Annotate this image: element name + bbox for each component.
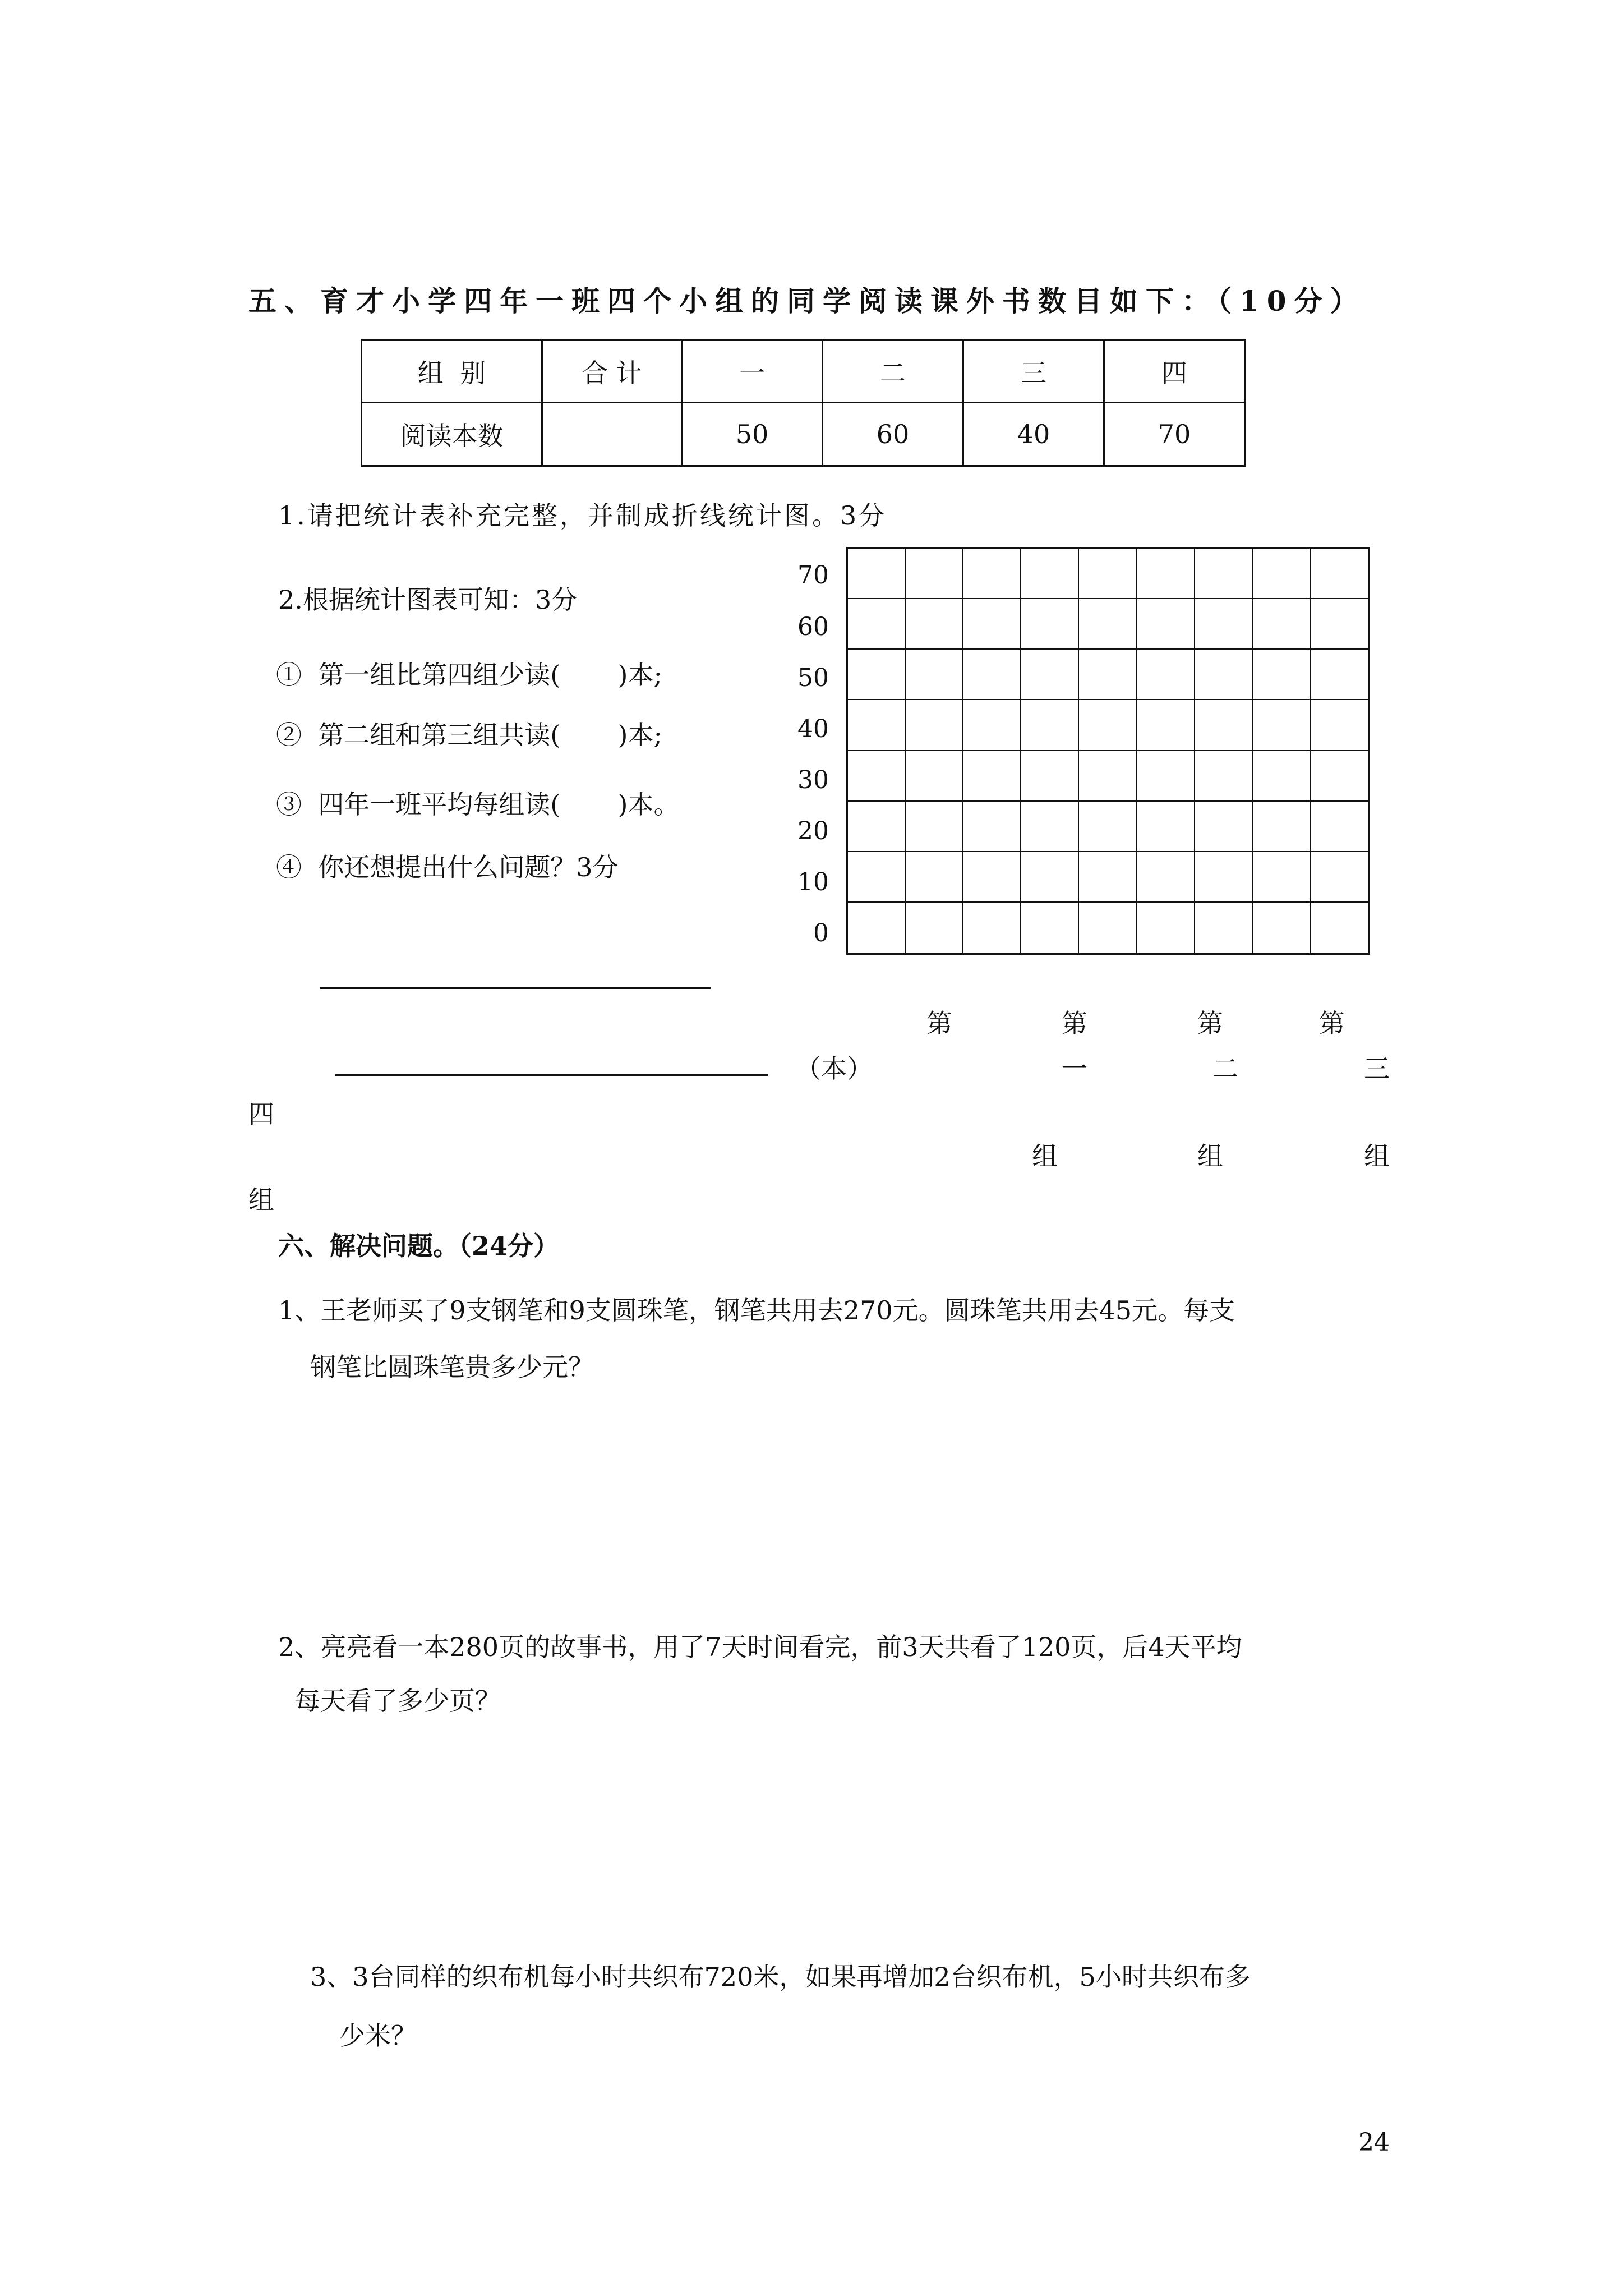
answer-line-2[interactable] <box>335 1074 768 1076</box>
grid-cell[interactable] <box>1311 700 1368 751</box>
header-cell-group-1: 一 <box>682 340 823 403</box>
grid-cell[interactable] <box>963 650 1021 700</box>
grid-cell[interactable] <box>963 700 1021 751</box>
grid-cell[interactable] <box>963 751 1021 802</box>
grid-cell[interactable] <box>1137 903 1195 953</box>
grid-cell[interactable] <box>906 700 963 751</box>
grid-cell[interactable] <box>1253 700 1311 751</box>
grid-cell[interactable] <box>1021 549 1079 599</box>
grid-cell[interactable] <box>1195 599 1253 650</box>
grid-cell[interactable] <box>1311 650 1368 700</box>
grid-cell[interactable] <box>1079 802 1137 852</box>
problem-3-line-1: 3、3台同样的织布机每小时共织布720米，如果再增加2台织布机，5小时共织布多 <box>310 1962 1251 1992</box>
x-label-4-char-3: 组 <box>248 1185 274 1215</box>
problem-3-line-2: 少米？ <box>339 2021 417 2051</box>
value-cell-group-4: 70 <box>1104 403 1245 466</box>
y-tick-0: 0 <box>813 919 829 947</box>
grid-cell[interactable] <box>1195 700 1253 751</box>
x-label-1-char-3: 组 <box>1032 1141 1058 1171</box>
sub-question-3: ③ 四年一班平均每组读( )本。 <box>276 789 680 820</box>
grid-cell[interactable] <box>1253 903 1311 953</box>
grid-cell[interactable] <box>906 802 963 852</box>
grid-cell[interactable] <box>1311 751 1368 802</box>
question-1: 1.请把统计表补充完整，并制成折线统计图。3分 <box>278 500 887 531</box>
grid-cell[interactable] <box>1021 599 1079 650</box>
x-label-3-char-2: 三 <box>1364 1053 1390 1084</box>
y-tick-30: 30 <box>797 766 829 794</box>
grid-cell[interactable] <box>906 650 963 700</box>
grid-cell[interactable] <box>963 549 1021 599</box>
grid-cell[interactable] <box>1021 852 1079 903</box>
header-cell-group-4: 四 <box>1104 340 1245 403</box>
grid-cell[interactable] <box>848 549 906 599</box>
x-label-4-char-2: 四 <box>248 1099 274 1129</box>
grid-cell[interactable] <box>1137 751 1195 802</box>
grid-cell[interactable] <box>1079 751 1137 802</box>
section5-title: 五、育才小学四年一班四个小组的同学阅读课外书数目如下：（10分） <box>248 284 1366 318</box>
grid-cell[interactable] <box>848 700 906 751</box>
y-tick-70: 70 <box>797 561 829 590</box>
x-label-1-char-2: 一 <box>1062 1053 1087 1084</box>
grid-cell[interactable] <box>906 751 963 802</box>
grid-cell[interactable] <box>1195 852 1253 903</box>
grid-cell[interactable] <box>1253 852 1311 903</box>
grid-cell[interactable] <box>906 852 963 903</box>
grid-cell[interactable] <box>1195 549 1253 599</box>
grid-cell[interactable] <box>963 599 1021 650</box>
x-label-2-char-2: 二 <box>1212 1053 1238 1084</box>
table-header-row <box>362 340 1245 403</box>
grid-cell[interactable] <box>1137 599 1195 650</box>
grid-cell[interactable] <box>1311 599 1368 650</box>
x-label-3-char-1: 第 <box>1197 1008 1223 1038</box>
grid-cell[interactable] <box>1137 549 1195 599</box>
problem-1-line-2: 钢笔比圆珠笔贵多少元？ <box>310 1352 594 1382</box>
grid-cell[interactable] <box>906 549 963 599</box>
y-tick-10: 10 <box>797 868 829 896</box>
y-tick-50: 50 <box>797 664 829 692</box>
grid-cell[interactable] <box>963 903 1021 953</box>
grid-cell[interactable] <box>1253 599 1311 650</box>
y-unit-label: （本） <box>795 1053 873 1084</box>
line-chart-grid[interactable] <box>846 547 1370 955</box>
grid-cell[interactable] <box>1253 650 1311 700</box>
problem-1-line-1: 1、王老师买了9支钢笔和9支圆珠笔，钢笔共用去270元。圆珠笔共用去45元。每支 <box>278 1295 1235 1326</box>
grid-cell[interactable] <box>848 802 906 852</box>
x-label-2-char-1: 第 <box>1062 1008 1087 1038</box>
grid-cell[interactable] <box>1311 549 1368 599</box>
reading-stats-table <box>361 339 1246 467</box>
grid-cell[interactable] <box>963 802 1021 852</box>
header-cell-group-2: 二 <box>823 340 963 403</box>
grid-cell[interactable] <box>1079 650 1137 700</box>
grid-cell[interactable] <box>1137 650 1195 700</box>
value-cell-group-3: 40 <box>963 403 1104 466</box>
grid-cell[interactable] <box>1137 852 1195 903</box>
grid-cell[interactable] <box>1137 802 1195 852</box>
grid-cell[interactable] <box>1311 903 1368 953</box>
grid-cell[interactable] <box>1079 852 1137 903</box>
grid-cell[interactable] <box>906 903 963 953</box>
grid-cell[interactable] <box>1021 802 1079 852</box>
header-cell-group-3: 三 <box>963 340 1104 403</box>
value-cell-group-2: 60 <box>823 403 963 466</box>
x-label-1-char-1: 第 <box>926 1008 952 1038</box>
x-label-2-char-3: 组 <box>1197 1141 1223 1171</box>
sub-question-2: ② 第二组和第三组共读( )本; <box>276 720 662 750</box>
grid-cell[interactable] <box>1079 599 1137 650</box>
grid-cell[interactable] <box>1253 549 1311 599</box>
header-cell-total: 合 计 <box>542 340 682 403</box>
grid-cell[interactable] <box>1253 802 1311 852</box>
grid-cell[interactable] <box>1021 700 1079 751</box>
grid-cell[interactable] <box>1195 903 1253 953</box>
grid-cell[interactable] <box>1021 650 1079 700</box>
sub-question-4: ④ 你还想提出什么问题？3分 <box>276 852 619 882</box>
grid-cell[interactable] <box>1311 852 1368 903</box>
grid-cell[interactable] <box>906 599 963 650</box>
y-tick-40: 40 <box>797 715 829 743</box>
header-cell-group: 组 别 <box>362 340 542 403</box>
value-cell-group-1: 50 <box>682 403 823 466</box>
grid-cell[interactable] <box>1195 650 1253 700</box>
grid-cell[interactable] <box>848 599 906 650</box>
grid-cell[interactable] <box>848 650 906 700</box>
grid-cell[interactable] <box>1195 751 1253 802</box>
grid-cell[interactable] <box>848 852 906 903</box>
grid-cell[interactable] <box>1195 802 1253 852</box>
grid-cell[interactable] <box>1021 751 1079 802</box>
grid-cell[interactable] <box>1253 751 1311 802</box>
grid-cell[interactable] <box>848 903 906 953</box>
grid-cell[interactable] <box>848 751 906 802</box>
y-tick-20: 20 <box>797 817 829 845</box>
problem-2-line-2: 每天看了多少页？ <box>294 1686 501 1716</box>
grid-cell[interactable] <box>1311 802 1368 852</box>
table-data-row <box>362 403 1245 466</box>
grid-cell[interactable] <box>1137 700 1195 751</box>
grid-cell[interactable] <box>1079 549 1137 599</box>
sub-question-1: ① 第一组比第四组少读( )本; <box>276 660 662 690</box>
grid-cell[interactable] <box>963 852 1021 903</box>
page-number: 24 <box>1358 2128 1390 2157</box>
y-tick-60: 60 <box>797 613 829 641</box>
question-2: 2.根据统计图表可知：3分 <box>278 585 578 615</box>
x-label-4-char-1: 第 <box>1319 1008 1345 1038</box>
x-label-3-char-3: 组 <box>1364 1141 1390 1171</box>
answer-line-1[interactable] <box>320 987 711 989</box>
problem-2-line-1: 2、亮亮看一本280页的故事书，用了7天时间看完，前3天共看了120页，后4天平均 <box>278 1632 1242 1662</box>
total-blank-cell[interactable] <box>542 403 682 466</box>
section6-title: 六、解决问题。（24分） <box>278 1231 560 1261</box>
row-label-cell: 阅读本数 <box>362 403 542 466</box>
grid-cell[interactable] <box>1079 903 1137 953</box>
grid-cell[interactable] <box>1079 700 1137 751</box>
grid-cell[interactable] <box>1021 903 1079 953</box>
